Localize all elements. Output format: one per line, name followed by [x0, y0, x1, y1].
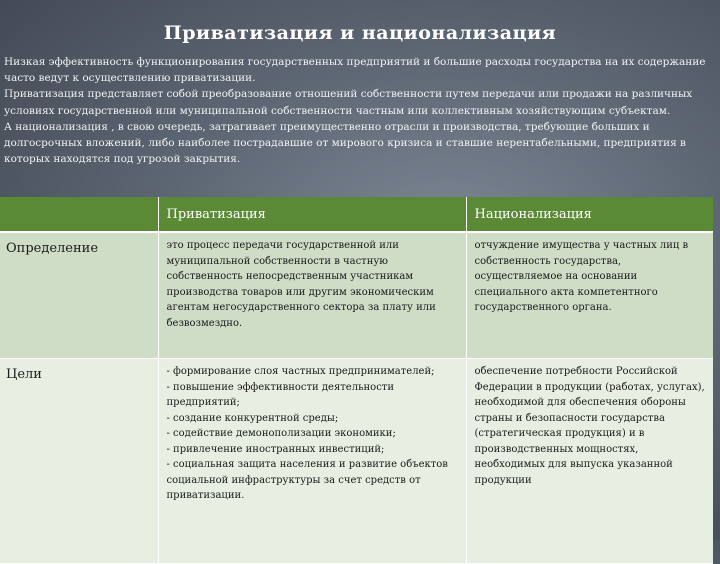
- goal-item: - социальная защита населения и развитие объектов социальной инфраструктуры за счет средств от приватизации.: [166, 459, 448, 501]
- cell-text: обеспечение потребности Российской Федерации в продукции (работах, услугах), необходимой для обеспечения обороны страны и безопасности государства (стратегическая продукция) и в производственных мощностях, необходимых для выпуска указанной продукции: [474, 366, 705, 486]
- cell-text: это процесс передачи государственной или муниципальной собственности в частную собственность непосредственным участникам производства товаров или другим экономическим агентам негосударственного сектора за плату или безвозмездно.: [166, 240, 436, 329]
- row-label-definition: Определение: [0, 232, 158, 359]
- cell-text: отчуждение имущества у частных лиц в собственность государства, осуществляемое на основании специального акта компетентного государственного органа.: [474, 240, 689, 313]
- definition-nationalization: [466, 232, 713, 359]
- header-nationalization: Национализация: [466, 197, 713, 232]
- goal-item: - содействие демонополизации экономики;: [166, 428, 396, 439]
- row-label-goals: Цели: [0, 359, 158, 564]
- comparison-table: [0, 197, 713, 564]
- goal-item: - формирование слоя частных предпринимателей;: [166, 366, 435, 377]
- table-row-definition: [0, 232, 713, 359]
- table-header-row: [0, 197, 713, 232]
- table-row-goals: [0, 359, 713, 564]
- header-empty-cell: [0, 197, 158, 232]
- definition-privatization: [158, 232, 466, 359]
- goal-item: - привлечение иностранных инвестиций;: [166, 443, 385, 455]
- goal-item: - создание конкурентной среды;: [166, 412, 339, 424]
- slide-title: Приватизация и национализация: [163, 22, 557, 44]
- goal-item: - повышение эффективности деятельности предприятий;: [166, 381, 394, 408]
- goals-privatization: [158, 359, 466, 564]
- intro-paragraph-2: Приватизация представляет собой преобразование отношений собственности путем передачи или продажи на различных условиях государственной или муниципальной собственности частным или коллективным хозяйствующим субъектам.: [4, 88, 693, 117]
- intro-paragraph-3: А национализация , в свою очередь, затрагивает преимущественно отрасли и производства, требующие больших и долгосрочных вложений, либо наиболее пострадавшие от мирового кризиса и ставшие нерентабельными, предприятия в которых находятся под угрозой закрытия.: [4, 120, 686, 166]
- intro-paragraph-1: Низкая эффективность функционирования государственных предприятий и большие расходы государства на их содержание часто ведут к осуществлению приватизации.: [4, 56, 706, 85]
- goals-nationalization: [466, 359, 713, 564]
- intro-text: [4, 54, 716, 167]
- header-privatization: Приватизация: [158, 197, 466, 232]
